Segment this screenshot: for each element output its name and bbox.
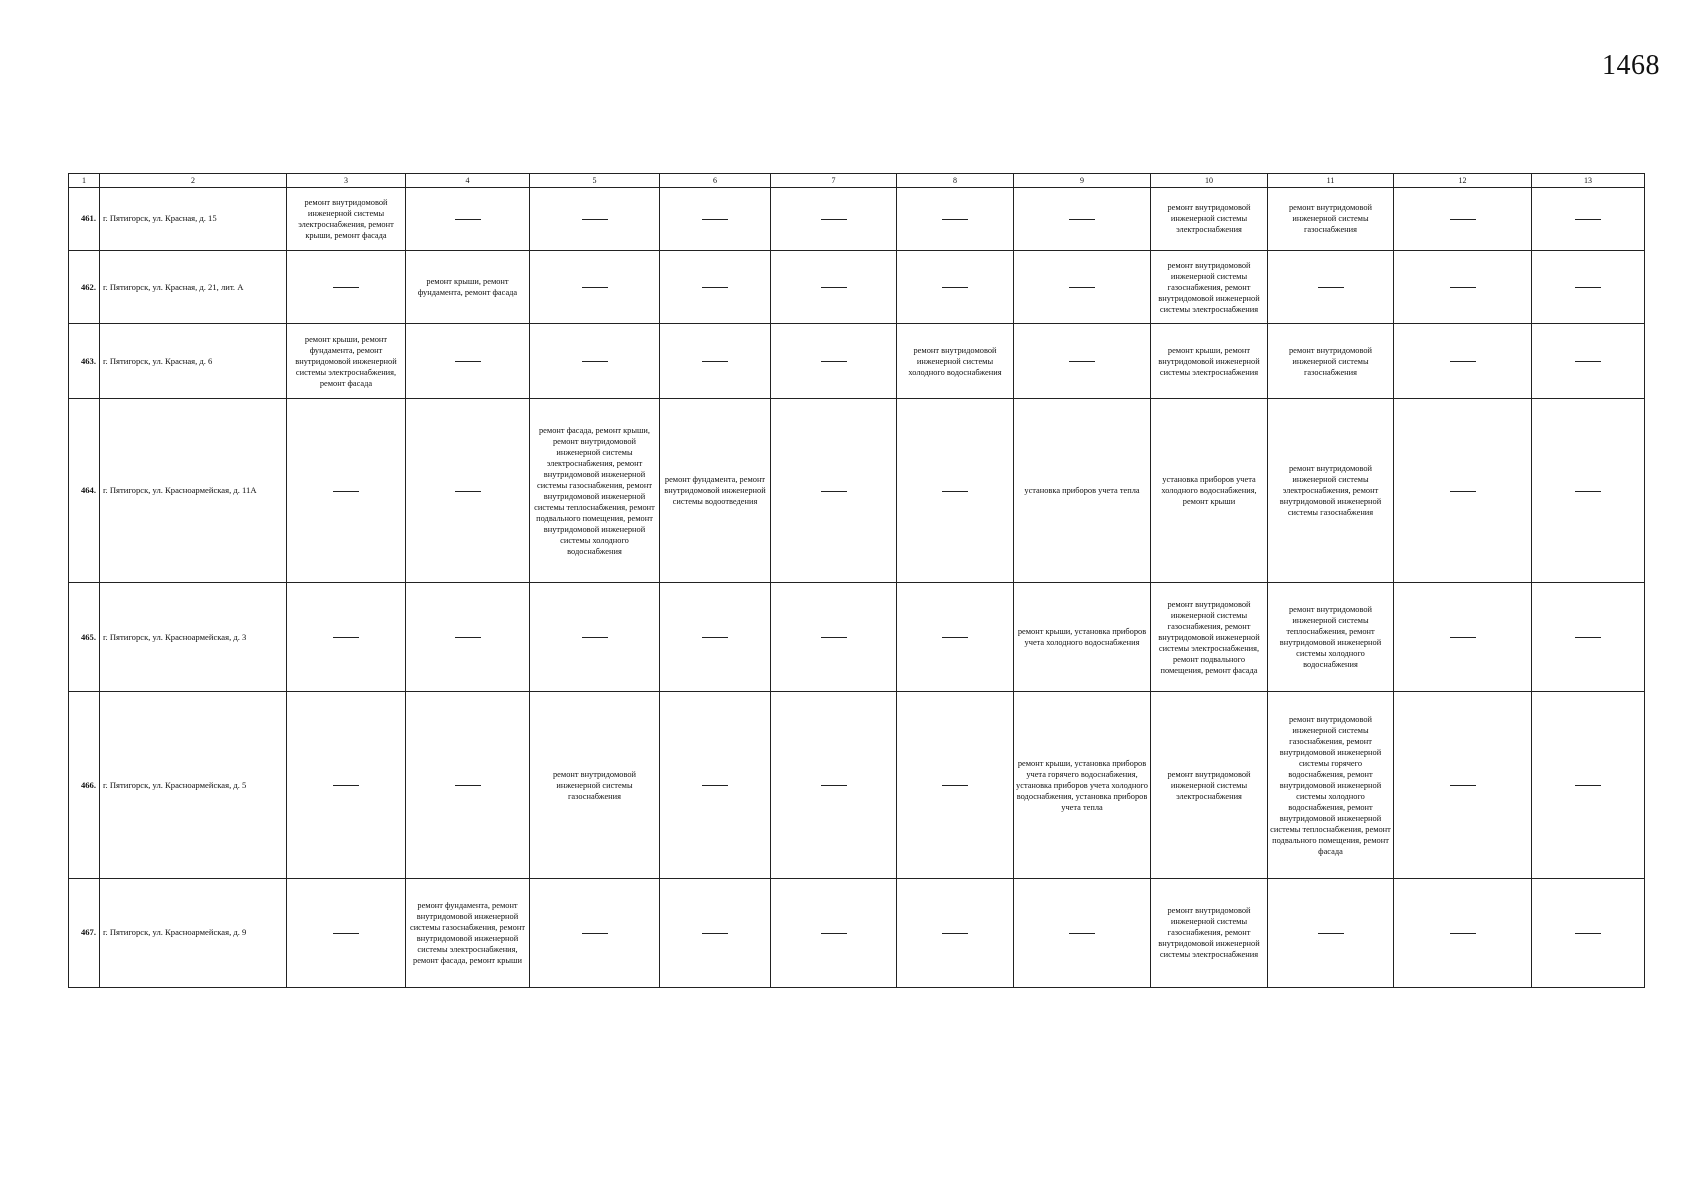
work-cell: ремонт внутридомовой инженерной системы электроснабжения, ремонт внутридомовой инженерной системы газоснабжения bbox=[1268, 399, 1394, 583]
dash-mark bbox=[455, 785, 481, 786]
dash-mark bbox=[942, 219, 968, 220]
empty-cell bbox=[287, 692, 406, 878]
dash-mark bbox=[702, 219, 728, 220]
empty-cell bbox=[287, 583, 406, 692]
dash-mark bbox=[942, 785, 968, 786]
empty-cell bbox=[897, 399, 1014, 583]
empty-cell bbox=[1532, 399, 1645, 583]
work-cell: установка приборов учета тепла bbox=[1014, 399, 1151, 583]
work-cell: ремонт внутридомовой инженерной системы газоснабжения bbox=[530, 692, 660, 878]
empty-cell bbox=[1268, 250, 1394, 324]
dash-mark bbox=[582, 219, 608, 220]
dash-mark bbox=[582, 361, 608, 362]
column-number: 7 bbox=[771, 174, 897, 188]
column-number-row bbox=[69, 174, 1645, 188]
dash-mark bbox=[1450, 287, 1476, 288]
table-row bbox=[69, 324, 1645, 399]
empty-cell bbox=[771, 324, 897, 399]
dash-mark bbox=[333, 785, 359, 786]
empty-cell bbox=[897, 583, 1014, 692]
work-cell: ремонт внутридомовой инженерной системы газоснабжения, ремонт внутридомовой инженерной системы электроснабжения bbox=[1151, 250, 1268, 324]
column-number: 11 bbox=[1268, 174, 1394, 188]
work-cell: установка приборов учета холодного водоснабжения, ремонт крыши bbox=[1151, 399, 1268, 583]
column-number: 5 bbox=[530, 174, 660, 188]
empty-cell bbox=[406, 692, 530, 878]
empty-cell bbox=[897, 878, 1014, 987]
work-cell: ремонт крыши, установка приборов учета холодного водоснабжения bbox=[1014, 583, 1151, 692]
dash-mark bbox=[455, 361, 481, 362]
dash-mark bbox=[1450, 933, 1476, 934]
empty-cell bbox=[1014, 188, 1151, 251]
dash-mark bbox=[582, 637, 608, 638]
empty-cell bbox=[660, 692, 771, 878]
empty-cell bbox=[660, 188, 771, 251]
table-row bbox=[69, 583, 1645, 692]
dash-mark bbox=[1450, 361, 1476, 362]
column-number: 13 bbox=[1532, 174, 1645, 188]
work-cell: ремонт фасада, ремонт крыши, ремонт внутридомовой инженерной системы электроснабжения, ремонт внутридомовой инженерной системы газоснабжения, ремонт внутридомовой инженерной системы теплоснабжения, ремонт подвального помещения, ремонт внутридомовой инженерной системы холодного водоснабжения bbox=[530, 399, 660, 583]
empty-cell bbox=[771, 583, 897, 692]
repair-schedule-table bbox=[68, 173, 1645, 988]
address-cell: г. Пятигорск, ул. Красноармейская, д. 9 bbox=[100, 878, 287, 987]
dash-mark bbox=[1069, 287, 1095, 288]
dash-mark bbox=[1318, 933, 1344, 934]
dash-mark bbox=[821, 361, 847, 362]
empty-cell bbox=[660, 250, 771, 324]
empty-cell bbox=[406, 583, 530, 692]
empty-cell bbox=[1394, 878, 1532, 987]
empty-cell bbox=[530, 188, 660, 251]
dash-mark bbox=[455, 219, 481, 220]
dash-mark bbox=[1318, 287, 1344, 288]
dash-mark bbox=[702, 361, 728, 362]
empty-cell bbox=[771, 692, 897, 878]
empty-cell bbox=[530, 324, 660, 399]
dash-mark bbox=[1575, 637, 1601, 638]
dash-mark bbox=[333, 491, 359, 492]
work-cell: ремонт внутридомовой инженерной системы теплоснабжения, ремонт внутридомовой инженерной системы холодного водоснабжения bbox=[1268, 583, 1394, 692]
work-cell: ремонт внутридомовой инженерной системы электроснабжения bbox=[1151, 188, 1268, 251]
table-row bbox=[69, 692, 1645, 878]
column-number: 9 bbox=[1014, 174, 1151, 188]
address-cell: г. Пятигорск, ул. Красноармейская, д. 11А bbox=[100, 399, 287, 583]
work-cell: ремонт крыши, установка приборов учета горячего водоснабжения, установка приборов учета холодного водоснабжения, установка приборов учета тепла bbox=[1014, 692, 1151, 878]
dash-mark bbox=[1450, 785, 1476, 786]
empty-cell bbox=[530, 583, 660, 692]
work-cell: ремонт крыши, ремонт фундамента, ремонт фасада bbox=[406, 250, 530, 324]
work-cell: ремонт внутридомовой инженерной системы холодного водоснабжения bbox=[897, 324, 1014, 399]
dash-mark bbox=[333, 637, 359, 638]
dash-mark bbox=[1450, 491, 1476, 492]
empty-cell bbox=[771, 250, 897, 324]
row-number: 462. bbox=[69, 250, 100, 324]
empty-cell bbox=[771, 188, 897, 251]
dash-mark bbox=[455, 491, 481, 492]
dash-mark bbox=[1575, 287, 1601, 288]
column-number: 1 bbox=[69, 174, 100, 188]
work-cell: ремонт фундамента, ремонт внутридомовой инженерной системы газоснабжения, ремонт внутридомовой инженерной системы электроснабжения, ремонт фасада, ремонт крыши bbox=[406, 878, 530, 987]
column-number: 6 bbox=[660, 174, 771, 188]
empty-cell bbox=[771, 399, 897, 583]
empty-cell bbox=[660, 878, 771, 987]
work-cell: ремонт внутридомовой инженерной системы газоснабжения bbox=[1268, 324, 1394, 399]
dash-mark bbox=[1069, 219, 1095, 220]
page-number: 1468 bbox=[1602, 50, 1660, 81]
empty-cell bbox=[287, 250, 406, 324]
address-cell: г. Пятигорск, ул. Красная, д. 6 bbox=[100, 324, 287, 399]
column-number: 8 bbox=[897, 174, 1014, 188]
dash-mark bbox=[1575, 491, 1601, 492]
empty-cell bbox=[1532, 583, 1645, 692]
empty-cell bbox=[1014, 324, 1151, 399]
empty-cell bbox=[406, 324, 530, 399]
work-cell: ремонт внутридомовой инженерной системы электроснабжения, ремонт крыши, ремонт фасада bbox=[287, 188, 406, 251]
empty-cell bbox=[1014, 250, 1151, 324]
dash-mark bbox=[702, 933, 728, 934]
dash-mark bbox=[821, 491, 847, 492]
empty-cell bbox=[406, 399, 530, 583]
column-number: 10 bbox=[1151, 174, 1268, 188]
dash-mark bbox=[942, 287, 968, 288]
work-cell: ремонт внутридомовой инженерной системы газоснабжения bbox=[1268, 188, 1394, 251]
address-cell: г. Пятигорск, ул. Красноармейская, д. 3 bbox=[100, 583, 287, 692]
dash-mark bbox=[333, 287, 359, 288]
row-number: 466. bbox=[69, 692, 100, 878]
work-cell: ремонт внутридомовой инженерной системы газоснабжения, ремонт внутридомовой инженерной системы горячего водоснабжения, ремонт внутридомовой инженерной системы холодного водоснабжения, ремонт внутридомовой инженерной системы теплоснабжения, ремонт подвального помещения, ремонт фасада bbox=[1268, 692, 1394, 878]
column-number: 12 bbox=[1394, 174, 1532, 188]
dash-mark bbox=[702, 785, 728, 786]
empty-cell bbox=[287, 399, 406, 583]
dash-mark bbox=[821, 287, 847, 288]
work-cell: ремонт внутридомовой инженерной системы газоснабжения, ремонт внутридомовой инженерной системы электроснабжения, ремонт подвального помещения, ремонт фасада bbox=[1151, 583, 1268, 692]
empty-cell bbox=[660, 583, 771, 692]
empty-cell bbox=[1394, 250, 1532, 324]
table-row bbox=[69, 250, 1645, 324]
work-cell: ремонт внутридомовой инженерной системы электроснабжения bbox=[1151, 692, 1268, 878]
work-cell: ремонт крыши, ремонт внутридомовой инженерной системы электроснабжения bbox=[1151, 324, 1268, 399]
address-cell: г. Пятигорск, ул. Красноармейская, д. 5 bbox=[100, 692, 287, 878]
dash-mark bbox=[1069, 361, 1095, 362]
address-cell: г. Пятигорск, ул. Красная, д. 15 bbox=[100, 188, 287, 251]
dash-mark bbox=[333, 933, 359, 934]
empty-cell bbox=[771, 878, 897, 987]
work-cell: ремонт внутридомовой инженерной системы газоснабжения, ремонт внутридомовой инженерной системы электроснабжения bbox=[1151, 878, 1268, 987]
empty-cell bbox=[660, 324, 771, 399]
column-number: 3 bbox=[287, 174, 406, 188]
dash-mark bbox=[1575, 785, 1601, 786]
dash-mark bbox=[1450, 219, 1476, 220]
dash-mark bbox=[821, 219, 847, 220]
dash-mark bbox=[702, 287, 728, 288]
column-number: 4 bbox=[406, 174, 530, 188]
dash-mark bbox=[702, 637, 728, 638]
empty-cell bbox=[1532, 692, 1645, 878]
dash-mark bbox=[942, 933, 968, 934]
row-number: 461. bbox=[69, 188, 100, 251]
empty-cell bbox=[1532, 878, 1645, 987]
dash-mark bbox=[821, 785, 847, 786]
empty-cell bbox=[1532, 188, 1645, 251]
work-cell: ремонт фундамента, ремонт внутридомовой инженерной системы водоотведения bbox=[660, 399, 771, 583]
empty-cell bbox=[1394, 692, 1532, 878]
empty-cell bbox=[897, 692, 1014, 878]
empty-cell bbox=[1394, 324, 1532, 399]
empty-cell bbox=[530, 250, 660, 324]
empty-cell bbox=[1532, 324, 1645, 399]
dash-mark bbox=[1575, 219, 1601, 220]
dash-mark bbox=[582, 287, 608, 288]
table-row bbox=[69, 399, 1645, 583]
table-row bbox=[69, 878, 1645, 987]
empty-cell bbox=[897, 188, 1014, 251]
empty-cell bbox=[1268, 878, 1394, 987]
empty-cell bbox=[1394, 399, 1532, 583]
empty-cell bbox=[406, 188, 530, 251]
dash-mark bbox=[821, 637, 847, 638]
row-number: 463. bbox=[69, 324, 100, 399]
row-number: 464. bbox=[69, 399, 100, 583]
empty-cell bbox=[1532, 250, 1645, 324]
empty-cell bbox=[287, 878, 406, 987]
row-number: 467. bbox=[69, 878, 100, 987]
dash-mark bbox=[1575, 933, 1601, 934]
row-number: 465. bbox=[69, 583, 100, 692]
empty-cell bbox=[1014, 878, 1151, 987]
dash-mark bbox=[1575, 361, 1601, 362]
dash-mark bbox=[942, 637, 968, 638]
empty-cell bbox=[1394, 188, 1532, 251]
table-row bbox=[69, 188, 1645, 251]
address-cell: г. Пятигорск, ул. Красная, д. 21, лит. А bbox=[100, 250, 287, 324]
dash-mark bbox=[1069, 933, 1095, 934]
dash-mark bbox=[582, 933, 608, 934]
empty-cell bbox=[1394, 583, 1532, 692]
dash-mark bbox=[455, 637, 481, 638]
dash-mark bbox=[821, 933, 847, 934]
work-cell: ремонт крыши, ремонт фундамента, ремонт внутридомовой инженерной системы электроснабжения, ремонт фасада bbox=[287, 324, 406, 399]
column-number: 2 bbox=[100, 174, 287, 188]
dash-mark bbox=[942, 491, 968, 492]
dash-mark bbox=[1450, 637, 1476, 638]
empty-cell bbox=[530, 878, 660, 987]
empty-cell bbox=[897, 250, 1014, 324]
